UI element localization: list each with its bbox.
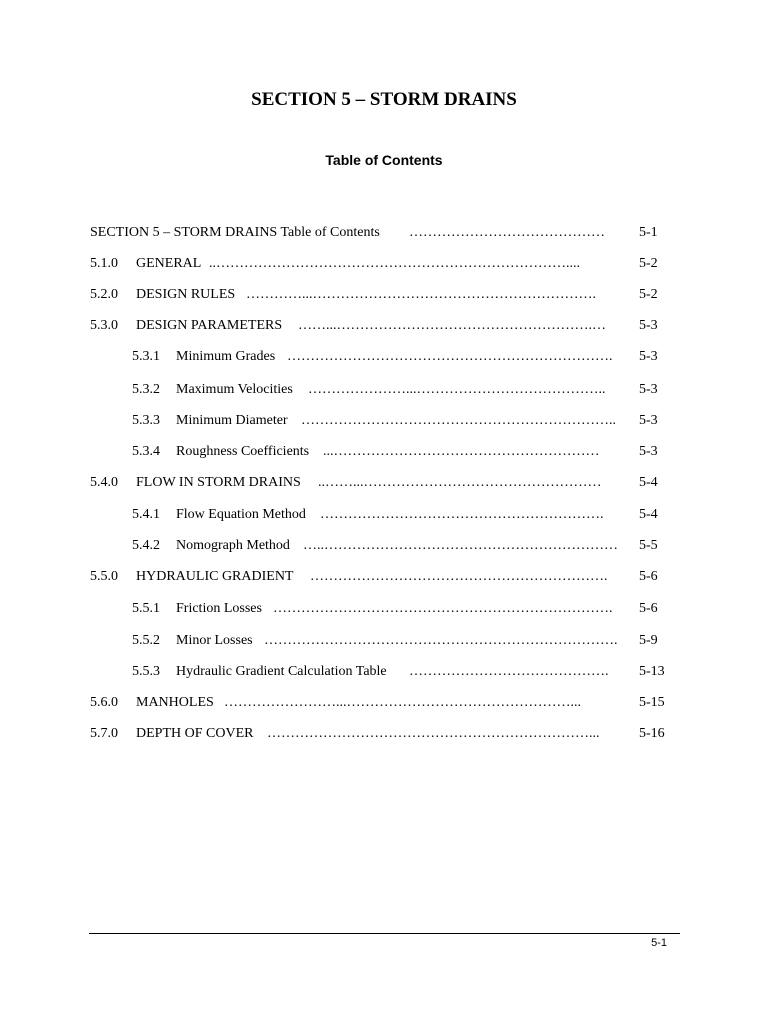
toc-entry-leader: …………………...…………………………………..: [308, 382, 606, 397]
toc-entry-leader: …..………………………………………………………: [303, 538, 618, 553]
toc-entry-number: 5.1.0: [90, 256, 118, 271]
toc-entry-leader: ………………………………………………………………….: [264, 633, 618, 648]
toc-entry-5-2-0[interactable]: [0, 284, 768, 306]
toc-entry-number: 5.2.0: [90, 287, 118, 302]
toc-entry-5-5-2[interactable]: [0, 630, 768, 652]
toc-entry-page: 5-4: [639, 507, 658, 522]
toc-entry-title: DESIGN RULES: [136, 287, 236, 302]
toc-entry-title: Hydraulic Gradient Calculation Table: [176, 664, 387, 679]
toc-entry-leader: ……………………………………………………….: [310, 569, 608, 584]
toc-entry-section-5[interactable]: [0, 222, 768, 244]
toc-entry-number: 5.5.1: [132, 601, 160, 616]
toc-entry-5-5-1[interactable]: [0, 598, 768, 620]
toc-entry-number: 5.4.0: [90, 475, 118, 490]
page-title: SECTION 5 – STORM DRAINS: [251, 89, 517, 110]
toc-entry-5-4-2[interactable]: [0, 535, 768, 557]
toc-entry-title: Roughness Coefficients: [176, 444, 310, 459]
toc-entry-number: 5.4.2: [132, 538, 160, 553]
toc-entry-title: Friction Losses: [176, 601, 262, 616]
toc-entry-5-3-0[interactable]: [0, 315, 768, 337]
footer-page-number: 5-1: [651, 937, 667, 949]
toc-entry-number: 5.3.0: [90, 318, 118, 333]
toc-entry-leader: ……………………………………………………………….: [273, 601, 613, 616]
toc-entry-5-3-1[interactable]: [0, 346, 768, 368]
toc-entry-5-3-2[interactable]: [0, 379, 768, 401]
toc-entry-leader: …………………………………….: [409, 664, 609, 679]
toc-entry-number: 5.3.2: [132, 382, 160, 397]
toc-entry-number: 5.5.2: [132, 633, 160, 648]
toc-entry-page: 5-1: [639, 225, 658, 240]
toc-entry-leader: ..……...……………………………………………: [318, 475, 602, 490]
toc-entry-leader: ..…………………………………………………………………....: [209, 256, 580, 271]
toc-entry-title: HYDRAULIC GRADIENT: [136, 569, 294, 584]
toc-entry-page: 5-4: [639, 475, 658, 490]
toc-entry-title: GENERAL: [136, 256, 202, 271]
toc-entry-5-3-3[interactable]: [0, 410, 768, 432]
toc-entry-title: Maximum Velocities: [176, 382, 293, 397]
toc-entry-title: Minor Losses: [176, 633, 253, 648]
toc-entry-number: 5.3.3: [132, 413, 160, 428]
toc-entry-page: 5-3: [639, 413, 658, 428]
toc-entry-page: 5-16: [639, 726, 665, 741]
toc-entry-5-4-1[interactable]: [0, 504, 768, 526]
toc-entry-number: 5.5.0: [90, 569, 118, 584]
toc-entry-title: Minimum Diameter: [176, 413, 288, 428]
toc-entry-5-1-0[interactable]: [0, 253, 768, 275]
toc-entry-5-6-0[interactable]: [0, 692, 768, 714]
toc-entry-number: 5.5.3: [132, 664, 160, 679]
toc-entry-leader: …………………………………………………………..: [301, 413, 616, 428]
toc-entry-page: 5-2: [639, 287, 658, 302]
toc-entry-page: 5-15: [639, 695, 665, 710]
toc-entry-title: Nomograph Method: [176, 538, 290, 553]
toc-entry-page: 5-3: [639, 318, 658, 333]
toc-entry-leader: …………...…………………………………………………….: [246, 287, 596, 302]
toc-entry-leader: ……………………………………………………………...: [267, 726, 600, 741]
toc-entry-number: 5.3.4: [132, 444, 160, 459]
footer-divider: [89, 933, 680, 934]
toc-entry-5-5-0[interactable]: [0, 566, 768, 588]
toc-entry-number: 5.7.0: [90, 726, 118, 741]
toc-entry-page: 5-5: [639, 538, 658, 553]
toc-entry-leader: …………………………………………………….: [320, 507, 604, 522]
toc-entry-number: 5.6.0: [90, 695, 118, 710]
toc-entry-page: 5-6: [639, 601, 658, 616]
toc-entry-5-7-0[interactable]: [0, 723, 768, 745]
toc-entry-leader: …………………………………………………………….: [287, 349, 613, 364]
toc-entry-title: FLOW IN STORM DRAINS: [136, 475, 301, 490]
toc-entry-page: 5-6: [639, 569, 658, 584]
toc-entry-page: 5-3: [639, 444, 658, 459]
toc-entry-title: MANHOLES: [136, 695, 214, 710]
toc-entry-title: Minimum Grades: [176, 349, 276, 364]
toc-entry-page: 5-2: [639, 256, 658, 271]
toc-entry-page: 5-13: [639, 664, 665, 679]
toc-entry-5-3-4[interactable]: [0, 441, 768, 463]
toc-entry-leader: ……...……………………………………………….…: [298, 318, 606, 333]
toc-entry-5-5-3[interactable]: [0, 661, 768, 683]
toc-entry-title: DESIGN PARAMETERS: [136, 318, 283, 333]
toc-entry-page: 5-3: [639, 349, 658, 364]
toc-entry-page: 5-9: [639, 633, 658, 648]
toc-entry-title: DEPTH OF COVER: [136, 726, 254, 741]
toc-entry-leader: ...…………………………………………………: [323, 444, 600, 459]
toc-entry-5-4-0[interactable]: [0, 472, 768, 494]
toc-entry-title: SECTION 5 – STORM DRAINS Table of Contents: [90, 225, 380, 240]
toc-entry-number: 5.4.1: [132, 507, 160, 522]
toc-heading: Table of Contents: [325, 152, 443, 168]
toc-entry-leader: ……………………………………: [409, 225, 605, 240]
toc-entry-title: Flow Equation Method: [176, 507, 306, 522]
toc-entry-leader: ……………………...…………………………………………...: [224, 695, 581, 710]
toc-entry-page: 5-3: [639, 382, 658, 397]
toc-entry-number: 5.3.1: [132, 349, 160, 364]
